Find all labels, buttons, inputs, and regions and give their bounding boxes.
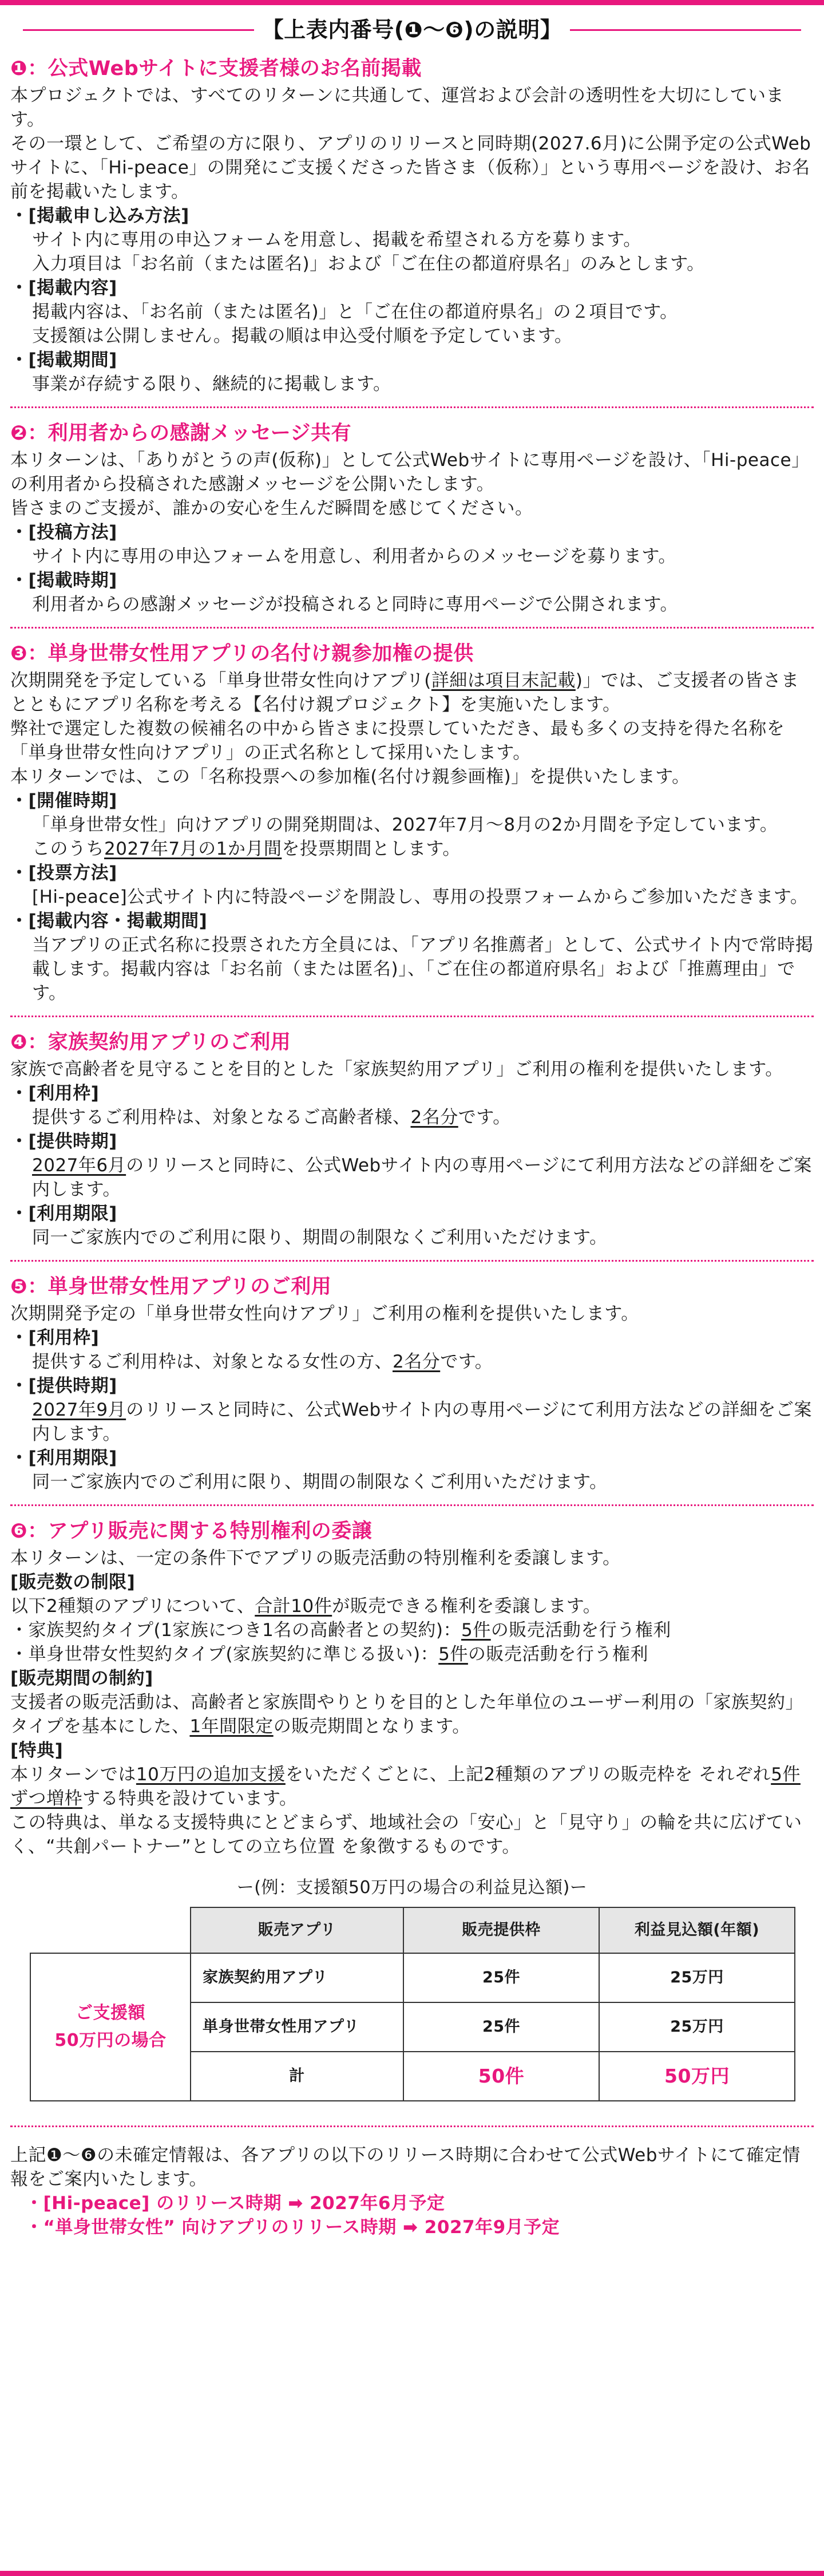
section-1-item-line: 掲載内容は、「お名前（または匿名)」と「ご在住の都道府県名」の２項目です。 — [32, 302, 678, 322]
section-4-frame-line: 提供するご利用枠は、対象となるご高齢者様、2名分です。 — [32, 1107, 511, 1128]
dotted-divider — [10, 1016, 814, 1020]
section-1-item-label: ・[掲載内容] — [10, 278, 117, 298]
bottom-border — [0, 2571, 824, 2576]
section-4-limit-line: 同一ご家族内でのご利用に限り、期間の制限なくご利用いただけます。 — [32, 1227, 608, 1248]
section-5-time-line: 2027年9月のリリースと同時に、公式Webサイト内の専用ページにて利用方法などの詳細をご案内します。 — [32, 1400, 812, 1444]
section-1-item-line: 入力項目は「お名前（または匿名)」および「ご在住の都道府県名」のみとします。 — [32, 254, 705, 274]
table-caption: ー(例：支援額50万円の場合の利益見込額)ー — [236, 1878, 588, 1898]
section-2-item-label: ・[投稿方法] — [10, 522, 117, 543]
table-row — [30, 1953, 795, 2002]
section-2-item-line: サイト内に専用の申込フォームを用意し、利用者からのメッセージを募ります。 — [32, 546, 676, 567]
section-5-limit-line: 同一ご家族内でのご利用に限り、期間の制限なくご利用いただけます。 — [32, 1472, 608, 1492]
section-3-period-line-1: 「単身世帯女性」向けアプリの開発期間は、2027年7月〜8月の2か月間を予定しています。 — [32, 815, 778, 835]
table-cell-app: 単身世帯女性用アプリ — [191, 2002, 403, 2052]
table-cell-slots: 25件 — [403, 2002, 599, 2052]
table-cell-app: 家族契約用アプリ — [191, 1953, 403, 2002]
section-4-intro: 家族で高齢者を見守ることを目的とした「家族契約用アプリ」ご利用の権利を提供いたします。 — [10, 1059, 783, 1080]
section-5-frame-line: 提供するご利用枠は、対象となる女性の方、2名分です。 — [32, 1352, 493, 1372]
section-3 — [10, 640, 814, 1005]
table-header-slots: 販売提供枠 — [403, 1907, 599, 1953]
table-cell-profit: 25万円 — [599, 2002, 795, 2052]
section-6-count-line: 以下2種類のアプリについて、合計10件が販売できる権利を委譲します。 — [10, 1596, 601, 1617]
section-1-item-label: ・[掲載期間] — [10, 350, 117, 370]
section-6-bonus-label: [特典] — [10, 1740, 64, 1761]
table-side-label: ご支援額 50万円の場合 — [30, 1953, 191, 2101]
section-5-limit-label: ・[利用期限] — [10, 1448, 117, 1468]
dotted-divider — [10, 1504, 814, 1508]
table-header-profit: 利益見込額(年額) — [599, 1907, 795, 1953]
section-6-title: ❻：アプリ販売に関する特別権利の委譲 — [10, 1520, 373, 1543]
section-4-limit-label: ・[利用期限] — [10, 1203, 117, 1224]
section-4-title: ❹：家族契約用アプリのご利用 — [10, 1031, 291, 1054]
table-corner — [30, 1907, 191, 1953]
section-1-item-line: サイト内に専用の申込フォームを用意し、掲載を希望される方を募ります。 — [32, 230, 641, 250]
section-5-intro: 次期開発予定の「単身世帯女性向けアプリ」ご利用の権利を提供いたします。 — [10, 1303, 639, 1324]
table-total-profit: 50万円 — [599, 2052, 795, 2101]
section-1 — [10, 55, 814, 396]
footer-note: 上記❶〜❻の未確定情報は、各アプリの以下のリリース時期に合わせて公式Webサイトにて確定情報をご案内いたします。 — [10, 2145, 801, 2190]
section-4-frame-label: ・[利用枠] — [10, 1083, 100, 1104]
release-item: ・“単身世帯女性” 向けアプリのリリース時期 ➡ 2027年9月予定 — [25, 2217, 560, 2238]
section-1-intro-2: その一環として、ご希望の方に限り、アプリのリリースと同時期(2027.6月)に公開予定の公式Webサイトに、「Hi-peace」の開発にご支援くださった皆さま（仮称）」という専用ページを設け、お名前を掲載いたします。 — [10, 133, 811, 202]
section-6-type-1: ・家族契約タイプ(1家族につき1名の高齢者との契約)：5件の販売活動を行う権利 — [10, 1620, 671, 1641]
section-3-intro-3: 本リターンでは、この「名称投票への参加権(名付け親参画権)」を提供いたします。 — [10, 767, 690, 787]
dotted-divider — [10, 2125, 814, 2129]
section-3-vote-label: ・[投票方法] — [10, 863, 117, 883]
release-item: ・[Hi-peace] のリリース時期 ➡ 2027年6月予定 — [25, 2193, 445, 2214]
section-4 — [10, 1029, 814, 1250]
header-title: 【上表内番号(❶〜❻)の説明】 — [0, 13, 824, 47]
content — [10, 55, 814, 2239]
section-3-period-line-2: このうち2027年7月の1か月間を投票期間とします。 — [32, 839, 461, 859]
table-total-label: 計 — [191, 2052, 403, 2101]
section-2 — [10, 420, 814, 617]
section-6-intro: 本リターンは、一定の条件下でアプリの販売活動の特別権利を委譲します。 — [10, 1548, 621, 1568]
table-cell-slots: 25件 — [403, 1953, 599, 2002]
section-3-intro-2: 弊社で選定した複数の候補名の中から皆さまに投票していただき、最も多くの支持を得た名称を「単身世帯女性向けアプリ」の正式名称として採用いたします。 — [10, 718, 785, 763]
section-3-content-label: ・[掲載内容・掲載期間] — [10, 911, 208, 931]
section-3-title: ❸：単身世帯女性用アプリの名付け親参加権の提供 — [10, 642, 474, 665]
section-5-title: ❺：単身世帯女性用アプリのご利用 — [10, 1275, 332, 1298]
section-6-period-label: [販売期間の制約] — [10, 1668, 153, 1689]
table-header-app: 販売アプリ — [191, 1907, 403, 1953]
section-3-period-label: ・[開催時期] — [10, 791, 117, 811]
section-6-period-line: 支援者の販売活動は、高齢者と家族間やりとりを目的とした年単位のユーザー利用の「家族契約」タイプを基本にした、1年間限定の販売期間となります。 — [10, 1692, 803, 1737]
section-1-title: ❶：公式Webサイトに支援者様のお名前掲載 — [10, 57, 422, 80]
section-5-frame-label: ・[利用枠] — [10, 1327, 100, 1348]
dotted-divider — [10, 1260, 814, 1264]
section-2-item-line: 利用者からの感謝メッセージが投稿されると同時に専用ページで公開されます。 — [32, 594, 679, 615]
section-2-title: ❷：利用者からの感謝メッセージ共有 — [10, 422, 352, 445]
section-6 — [10, 1518, 814, 1859]
top-border — [0, 0, 824, 5]
dotted-divider — [10, 406, 814, 410]
section-3-content-line: 当アプリの正式名称に投票された方全員には、「アプリ名推薦者」として、公式サイト内で常時掲載します。掲載内容は「お名前（または匿名)」、「ご在住の都道府県名」および「推薦理由」です。 — [32, 935, 814, 1003]
section-5-time-label: ・[提供時期] — [10, 1376, 117, 1396]
dotted-divider — [10, 627, 814, 631]
section-4-time-line: 2027年6月のリリースと同時に、公式Webサイト内の専用ページにて利用方法などの詳細をご案内します。 — [32, 1155, 812, 1200]
section-6-count-label: [販売数の制限] — [10, 1572, 136, 1593]
section-3-intro-1: 次期開発を予定している「単身世帯女性向けアプリ(詳細は項目末記載)」では、ご支援者の皆さまとともにアプリ名称を考える【名付け親プロジェクト】を実施いたします。 — [10, 670, 799, 715]
section-2-intro-1: 本リターンは、「ありがとうの声(仮称)」として公式Webサイトに専用ページを設け、「Hi-peace」の利用者から投稿された感謝メッセージを公開いたします。 — [10, 450, 810, 495]
section-1-item-line: 事業が存続する限り、継続的に掲載します。 — [32, 374, 391, 394]
section-1-item-label: ・[掲載申し込み方法] — [10, 206, 189, 226]
section-5 — [10, 1273, 814, 1494]
table-total-slots: 50件 — [403, 2052, 599, 2101]
detail-note-link: 詳細は項目末記載 — [431, 670, 576, 691]
section-1-intro-1: 本プロジェクトでは、すべてのリターンに共通して、運営および会計の透明性を大切にしています。 — [10, 85, 785, 130]
section-header — [0, 13, 824, 47]
table-cell-profit: 25万円 — [599, 1953, 795, 2002]
section-2-item-label: ・[掲載時期] — [10, 570, 117, 591]
section-2-intro-2: 皆さまのご支援が、誰かの安心を生んだ瞬間を感じてください。 — [10, 498, 533, 519]
section-6-type-2: ・単身世帯女性契約タイプ(家族契約に準じる扱い)：5件の販売活動を行う権利 — [10, 1644, 648, 1665]
profit-table — [30, 1907, 795, 2101]
section-4-time-label: ・[提供時期] — [10, 1131, 117, 1152]
section-1-item-line: 支援額は公開しません。掲載の順は申込受付順を予定しています。 — [32, 326, 573, 346]
section-6-bonus-line: 本リターンでは10万円の追加支援をいただくごとに、上記2種類のアプリの販売枠を それぞれ5件ずつ増枠する特典を設けています。 — [10, 1764, 801, 1809]
section-3-vote-line: [Hi-peace]公式サイト内に特設ページを開設し、専用の投票フォームからご参加いただきます。 — [32, 887, 809, 907]
section-6-closing: この特典は、単なる支援特典にとどまらず、地域社会の「安心」と「見守り」の輪を共に広げていく、“共創パートナー”としての立ち位置 を象徴するものです。 — [10, 1812, 802, 1857]
table-header-row — [30, 1907, 795, 1953]
